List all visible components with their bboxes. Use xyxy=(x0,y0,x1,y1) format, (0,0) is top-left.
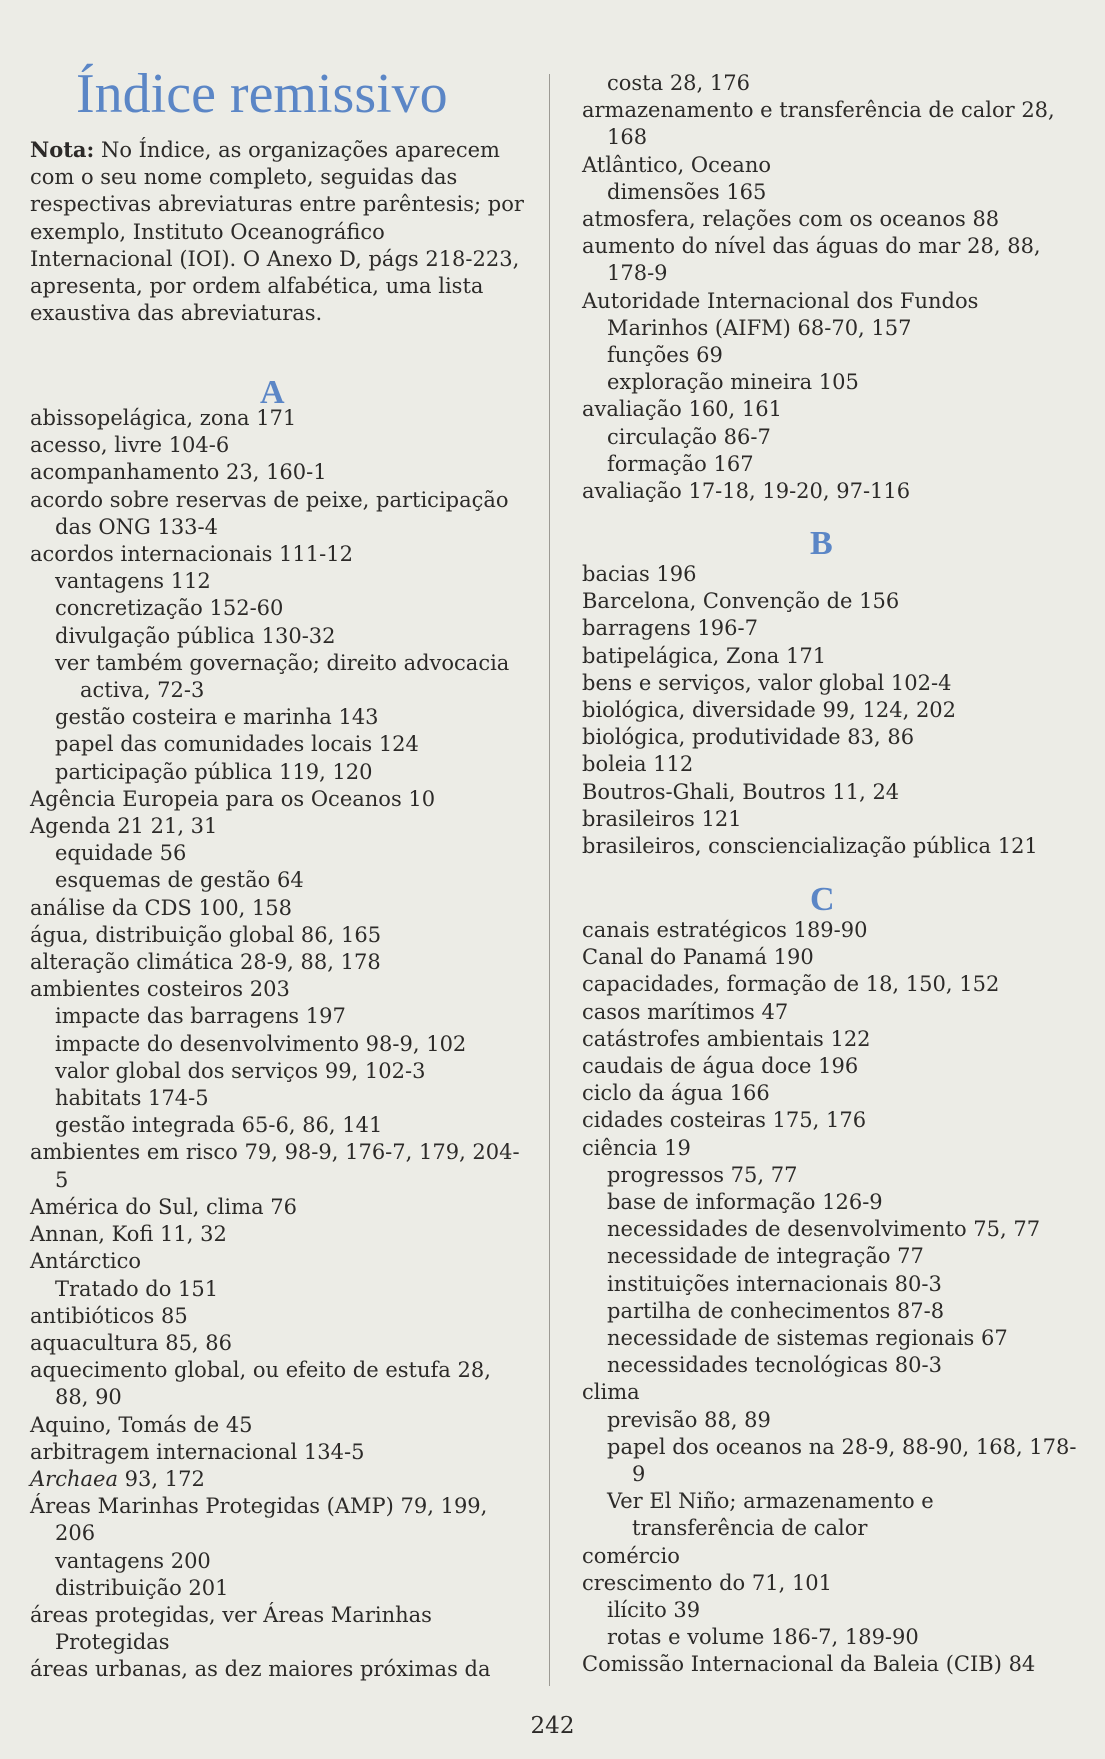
entry-text: ver também governação; direito advocacia activa, 72-3 xyxy=(55,650,510,703)
entry-text: dimensões 165 xyxy=(607,179,767,204)
index-entry xyxy=(30,405,530,432)
entry-text: barragens 196-7 xyxy=(582,616,758,641)
entry-text: valor global dos serviços 99, 102-3 xyxy=(55,1058,426,1083)
entry-text: aquacultura 85, 86 xyxy=(30,1330,233,1355)
entry-text: acesso, livre 104-6 xyxy=(30,433,230,458)
entry-text: Áreas Marinhas Protegidas (AMP) 79, 199, 206 xyxy=(30,1494,488,1546)
entry-text: vantagens 112 xyxy=(55,569,211,594)
index-subentry xyxy=(30,867,530,894)
entry-text: Canal do Panamá 190 xyxy=(582,945,814,970)
entry-text: arbitragem internacional 134-5 xyxy=(30,1439,365,1464)
entry-text: Comissão Internacional da Baleia (CIB) 84 xyxy=(582,1652,1036,1677)
entry-text: habitats 174-5 xyxy=(55,1086,209,1111)
entry-text: rotas e volume 186-7, 189-90 xyxy=(607,1625,919,1650)
entry-text: casos marítimos 47 xyxy=(582,999,789,1024)
entry-text: aumento do nível das águas do mar 28, 88, 178-9 xyxy=(582,234,1041,286)
index-subentry xyxy=(582,1488,1082,1542)
index-entry xyxy=(582,779,1082,806)
index-subentry xyxy=(30,759,530,786)
index-entry xyxy=(30,1330,530,1357)
index-entry xyxy=(582,751,1082,778)
index-subentry xyxy=(582,342,1082,369)
entry-italic-term: Archaea xyxy=(30,1466,118,1491)
index-entry xyxy=(582,206,1082,233)
entry-text: Ver El Niño; armazenamento e transferência de calor xyxy=(607,1489,934,1541)
index-entry xyxy=(582,724,1082,751)
index-entry xyxy=(582,396,1082,423)
entry-text: brasileiros, consciencialização pública 121 xyxy=(582,834,1038,859)
entry-text: impacte do desenvolvimento 98-9, 102 xyxy=(55,1031,467,1056)
index-subentry xyxy=(582,1325,1082,1352)
index-entry xyxy=(582,697,1082,724)
entry-text: divulgação pública 130-32 xyxy=(55,623,336,648)
note-label: Nota: xyxy=(30,137,95,162)
entry-text: gestão integrada 65-6, 86, 141 xyxy=(55,1113,383,1138)
entry-text: participação pública 119, 120 xyxy=(55,759,373,784)
entry-text: ciência 19 xyxy=(582,1135,691,1160)
entries-c xyxy=(582,917,1082,1679)
entry-text: impacte das barragens 197 xyxy=(55,1004,346,1029)
entries-a xyxy=(30,405,530,1684)
index-entry xyxy=(582,152,1082,179)
index-subentry xyxy=(582,369,1082,396)
index-entry xyxy=(582,233,1082,287)
index-entry xyxy=(30,949,530,976)
entry-text: biológica, produtividade 83, 86 xyxy=(582,725,915,750)
entry-text: vantagens 200 xyxy=(55,1548,211,1573)
entry-text: Barcelona, Convenção de 156 xyxy=(582,589,900,614)
index-entry xyxy=(582,615,1082,642)
index-subentry xyxy=(30,1276,530,1303)
entry-text: Agenda 21 21, 31 xyxy=(30,814,218,839)
index-entry xyxy=(30,1493,530,1547)
entry-text: avaliação 17-18, 19-20, 97-116 xyxy=(582,479,911,504)
index-entry xyxy=(582,670,1082,697)
entry-text: Tratado do 151 xyxy=(55,1276,219,1301)
index-entry xyxy=(582,917,1082,944)
index-entry xyxy=(30,922,530,949)
index-entry xyxy=(582,478,1082,505)
note-text: No Índice, as organizações aparecem com o seu nome completo, seguidas das respectivas abreviaturas entre parêntesis; por exemplo, Instituto Oceanográfico Internacional (IOI). O Anexo D, págs 218-223, apresenta, por ordem alfabética, uma lista exaustiva das abreviaturas. xyxy=(30,138,524,326)
entry-text: ambientes em risco 79, 98-9, 176-7, 179, 204-5 xyxy=(30,1140,520,1192)
entry-text: necessidades tecnológicas 80-3 xyxy=(607,1353,942,1378)
entry-text: distribuição 201 xyxy=(55,1575,229,1600)
entry-text: comércio xyxy=(582,1543,680,1568)
entry-text: necessidade de integração 77 xyxy=(607,1244,924,1269)
index-entry xyxy=(30,541,530,568)
entry-text: aquecimento global, ou efeito de estufa 28, 88, 90 xyxy=(30,1358,491,1410)
index-entry xyxy=(582,288,1082,342)
index-entry xyxy=(30,895,530,922)
entry-text: Antárctico xyxy=(30,1249,142,1274)
index-entry xyxy=(30,1139,530,1193)
index-entry xyxy=(30,1602,530,1656)
index-entry xyxy=(582,1107,1082,1134)
index-subentry xyxy=(582,451,1082,478)
index-subentry xyxy=(30,1548,530,1575)
entry-text: crescimento do 71, 101 xyxy=(582,1570,833,1595)
entry-text: áreas urbanas, as dez maiores próximas da xyxy=(30,1657,491,1682)
section-letter-b: B xyxy=(810,525,833,562)
entry-text: gestão costeira e marinha 143 xyxy=(55,705,379,730)
entry-text: América do Sul, clima 76 xyxy=(30,1194,297,1219)
index-entry xyxy=(582,1379,1082,1406)
index-entry xyxy=(30,1221,530,1248)
index-subentry xyxy=(582,1162,1082,1189)
index-entry xyxy=(30,1357,530,1411)
entry-text: canais estratégicos 189-90 xyxy=(582,918,868,942)
entry-text: acordo sobre reservas de peixe, participação das ONG 133-4 xyxy=(30,487,509,539)
index-entry xyxy=(582,833,1082,860)
index-subentry xyxy=(582,1243,1082,1270)
index-subentry xyxy=(30,840,530,867)
index-entry xyxy=(582,999,1082,1026)
index-entry xyxy=(30,1248,530,1275)
entry-text: papel das comunidades locais 124 xyxy=(55,732,419,757)
index-subentry xyxy=(582,1189,1082,1216)
entry-text: análise da CDS 100, 158 xyxy=(30,895,292,920)
index-subentry xyxy=(30,595,530,622)
section-letter-c: C xyxy=(810,881,835,918)
entry-text: ambientes costeiros 203 xyxy=(30,977,290,1002)
index-entry xyxy=(582,1543,1082,1570)
column-divider xyxy=(549,74,550,1686)
entry-text: capacidades, formação de 18, 150, 152 xyxy=(582,972,1000,997)
index-entry xyxy=(30,1303,530,1330)
entry-text: partilha de conhecimentos 87-8 xyxy=(607,1298,945,1323)
index-entry xyxy=(582,1135,1082,1162)
index-entry xyxy=(30,1194,530,1221)
index-entry xyxy=(582,944,1082,971)
index-subentry xyxy=(582,1407,1082,1434)
index-entry xyxy=(582,1651,1082,1678)
entry-text: equidade 56 xyxy=(55,841,187,866)
entry-text: acompanhamento 23, 160-1 xyxy=(30,460,327,485)
index-entry xyxy=(30,813,530,840)
index-subentry xyxy=(30,704,530,731)
index-entry xyxy=(582,806,1082,833)
index-subentry xyxy=(582,1434,1082,1488)
index-entry xyxy=(582,1080,1082,1107)
entry-text: alteração climática 28-9, 88, 178 xyxy=(30,950,381,975)
entry-text: instituições internacionais 80-3 xyxy=(607,1271,942,1296)
index-subentry xyxy=(582,1298,1082,1325)
index-subentry xyxy=(30,731,530,758)
entry-text: previsão 88, 89 xyxy=(607,1407,771,1432)
entries-a-continued xyxy=(582,70,1082,505)
entry-text: água, distribuição global 86, 165 xyxy=(30,922,382,947)
entry-text: avaliação 160, 161 xyxy=(582,397,782,422)
entry-text: esquemas de gestão 64 xyxy=(55,868,304,893)
entry-text: caudais de água doce 196 xyxy=(582,1054,859,1079)
entry-text: circulação 86-7 xyxy=(607,424,771,449)
index-entry xyxy=(582,1053,1082,1080)
entry-text: 93, 172 xyxy=(117,1466,205,1491)
entry-text: áreas protegidas, ver Áreas Marinhas Protegidas xyxy=(30,1602,432,1655)
entry-text: base de informação 126-9 xyxy=(607,1190,883,1215)
index-subentry xyxy=(582,179,1082,206)
index-subentry xyxy=(582,1624,1082,1651)
index-subentry xyxy=(30,1058,530,1085)
index-subentry xyxy=(582,1216,1082,1243)
entry-text: bens e serviços, valor global 102-4 xyxy=(582,670,952,695)
entry-text: Atlântico, Oceano xyxy=(582,152,771,177)
entry-text: funções 69 xyxy=(607,343,723,368)
index-entry xyxy=(582,1026,1082,1053)
entry-text: catástrofes ambientais 122 xyxy=(582,1026,871,1051)
entry-text: Aquino, Tomás de 45 xyxy=(30,1412,253,1437)
index-subentry xyxy=(582,70,1082,97)
entry-text: clima xyxy=(582,1380,640,1405)
entry-text: progressos 75, 77 xyxy=(607,1162,798,1187)
index-subentry xyxy=(582,424,1082,451)
entry-text: Boutros-Ghali, Boutros 11, 24 xyxy=(582,779,900,804)
entry-text: Autoridade Internacional dos Fundos Marinhos (AIFM) 68-70, 157 xyxy=(582,288,979,340)
index-entry xyxy=(582,971,1082,998)
index-entry xyxy=(582,97,1082,151)
entry-text: exploração mineira 105 xyxy=(607,370,859,395)
index-subentry xyxy=(30,1112,530,1139)
index-entry xyxy=(30,432,530,459)
entry-text: necessidades de desenvolvimento 75, 77 xyxy=(607,1217,1041,1242)
index-entry xyxy=(30,459,530,486)
entry-text: boleia 112 xyxy=(582,752,694,777)
entry-text: brasileiros 121 xyxy=(582,806,742,831)
entry-text: Annan, Kofi 11, 32 xyxy=(30,1222,227,1247)
index-subentry xyxy=(30,623,530,650)
page-number: 242 xyxy=(530,1713,575,1739)
index-subentry xyxy=(30,1575,530,1602)
entries-b xyxy=(582,561,1082,860)
entry-text: biológica, diversidade 99, 124, 202 xyxy=(582,698,957,723)
page-title: Índice remissivo xyxy=(76,63,448,125)
section-letter-a: A xyxy=(260,374,285,411)
index-entry xyxy=(30,786,530,813)
index-subentry xyxy=(30,568,530,595)
index-entry xyxy=(30,976,530,1003)
entry-text: necessidade de sistemas regionais 67 xyxy=(607,1326,1008,1351)
entry-text: concretização 152-60 xyxy=(55,596,284,621)
index-entry xyxy=(30,487,530,541)
index-entry xyxy=(30,1412,530,1439)
index-entry xyxy=(30,1466,530,1493)
entry-text: batipelágica, Zona 171 xyxy=(582,643,827,668)
index-entry xyxy=(582,643,1082,670)
entry-text: abissopelágica, zona 171 xyxy=(30,406,297,430)
index-note xyxy=(30,136,530,327)
entry-text: atmosfera, relações com os oceanos 88 xyxy=(582,207,1000,232)
entry-text: ilícito 39 xyxy=(607,1598,701,1623)
entry-text: Agência Europeia para os Oceanos 10 xyxy=(30,786,436,811)
index-entry xyxy=(30,1439,530,1466)
entry-text: bacias 196 xyxy=(582,562,697,586)
index-subentry xyxy=(582,1352,1082,1379)
index-subentry xyxy=(30,650,530,704)
entry-text: acordos internacionais 111-12 xyxy=(30,542,353,567)
index-subentry xyxy=(30,1085,530,1112)
entry-text: armazenamento e transferência de calor 28, 168 xyxy=(582,98,1055,150)
index-entry xyxy=(582,561,1082,588)
entry-text: costa 28, 176 xyxy=(607,71,750,95)
index-entry xyxy=(582,1570,1082,1597)
entry-text: papel dos oceanos na 28-9, 88-90, 168, 178-9 xyxy=(607,1434,1077,1487)
index-subentry xyxy=(30,1003,530,1030)
index-subentry xyxy=(582,1597,1082,1624)
entry-text: formação 167 xyxy=(607,451,754,476)
index-entry xyxy=(30,1656,530,1683)
entry-text: cidades costeiras 175, 176 xyxy=(582,1108,867,1133)
index-subentry xyxy=(30,1031,530,1058)
index-entry xyxy=(582,588,1082,615)
entry-text: antibióticos 85 xyxy=(30,1303,188,1328)
index-subentry xyxy=(582,1271,1082,1298)
entry-text: ciclo da água 166 xyxy=(582,1081,770,1106)
